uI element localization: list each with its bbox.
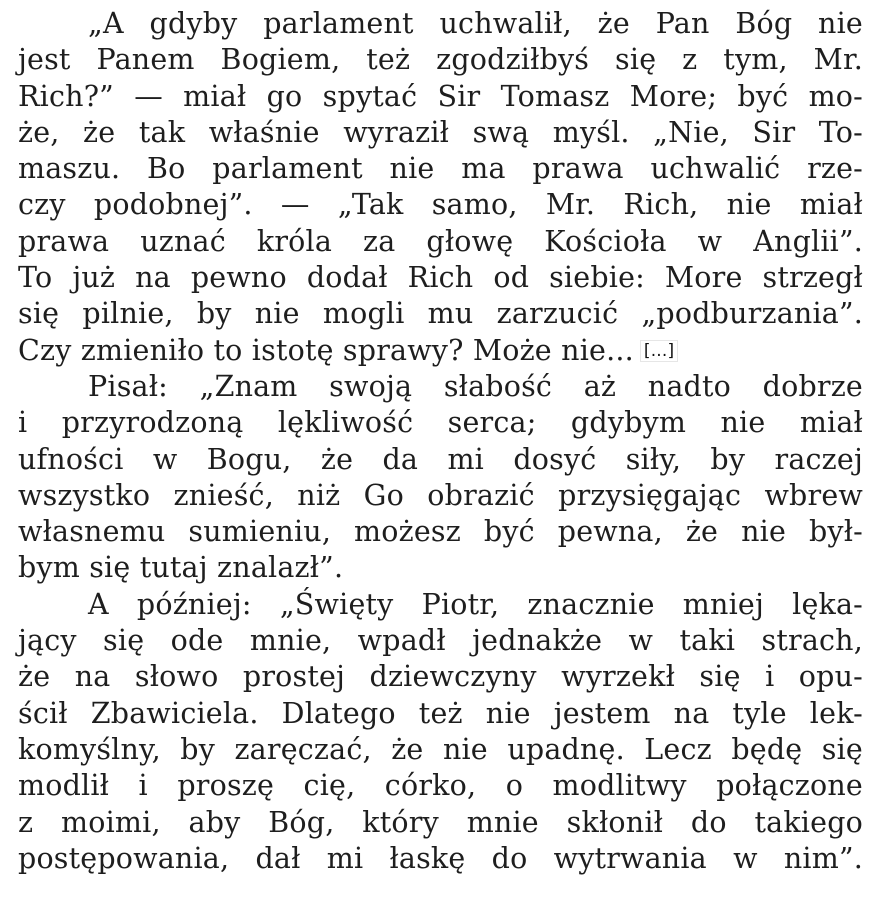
paragraph-1: [18, 6, 863, 369]
text-line: ufności w Bogu, że da mi dosyć siły, by raczej: [18, 442, 863, 476]
text-line: postępowania, dał mi łaskę do wytrwania w nim”.: [18, 841, 863, 875]
text-line: To już na pewno dodał Rich od siebie: More strzegł: [18, 261, 863, 295]
text-line: A później: „Święty Piotr, znacznie mniej lęka-: [88, 587, 863, 621]
text-line: się pilnie, by nie mogli mu zarzucić „podburzania”.: [18, 297, 863, 331]
text-line: maszu. Bo parlament nie ma prawa uchwalić rze-: [18, 152, 863, 186]
text-line: „A gdyby parlament uchwalił, że Pan Bóg nie: [88, 7, 863, 40]
text-line: własnemu sumieniu, możesz być pewna, że nie był-: [18, 515, 863, 549]
text-line: z moimi, aby Bóg, który mnie skłonił do takiego: [18, 805, 863, 839]
text-line-content: Czy zmieniło to istotę sprawy? Może nie...: [18, 333, 634, 367]
text-line: jest Panem Bogiem, też zgodziłbyś się z tym, Mr.: [18, 43, 863, 77]
paragraph-2: [18, 369, 863, 587]
text-line: komyślny, by zaręczać, że nie upadnę. Lecz będę się: [18, 732, 863, 766]
text-line: ścił Zbawiciela. Dlatego też nie jestem na tyle lek-: [18, 696, 863, 730]
text-line: Pisał: „Znam swoją słabość aż nadto dobrze: [88, 369, 863, 403]
omission-mark: [...]: [640, 340, 678, 362]
text-line: że, że tak właśnie wyraził swą myśl. „Nie, Sir To-: [18, 115, 863, 149]
text-line: i przyrodzoną lękliwość serca; gdybym nie miał: [18, 406, 863, 440]
body-text: [18, 6, 863, 877]
text-line: prawa uznać króla za głowę Kościoła w Anglii”.: [18, 224, 863, 258]
text-line: bym się tutaj znalazł”.: [18, 551, 344, 585]
text-line: [18, 333, 863, 369]
text-line: że na słowo prostej dziewczyny wyrzekł się i opu-: [18, 660, 863, 694]
paragraph-3: [18, 587, 863, 877]
text-line: wszystko znieść, niż Go obrazić przysięgając wbrew: [18, 478, 863, 512]
text-line: modlił i proszę cię, córko, o modlitwy połączone: [18, 769, 863, 803]
text-line: czy podobnej”. — „Tak samo, Mr. Rich, nie miał: [18, 188, 863, 222]
text-line: Rich?” — miał go spytać Sir Tomasz More; być mo-: [18, 79, 863, 113]
text-line: jący się ode mnie, wpadł jednakże w taki strach,: [18, 624, 863, 658]
